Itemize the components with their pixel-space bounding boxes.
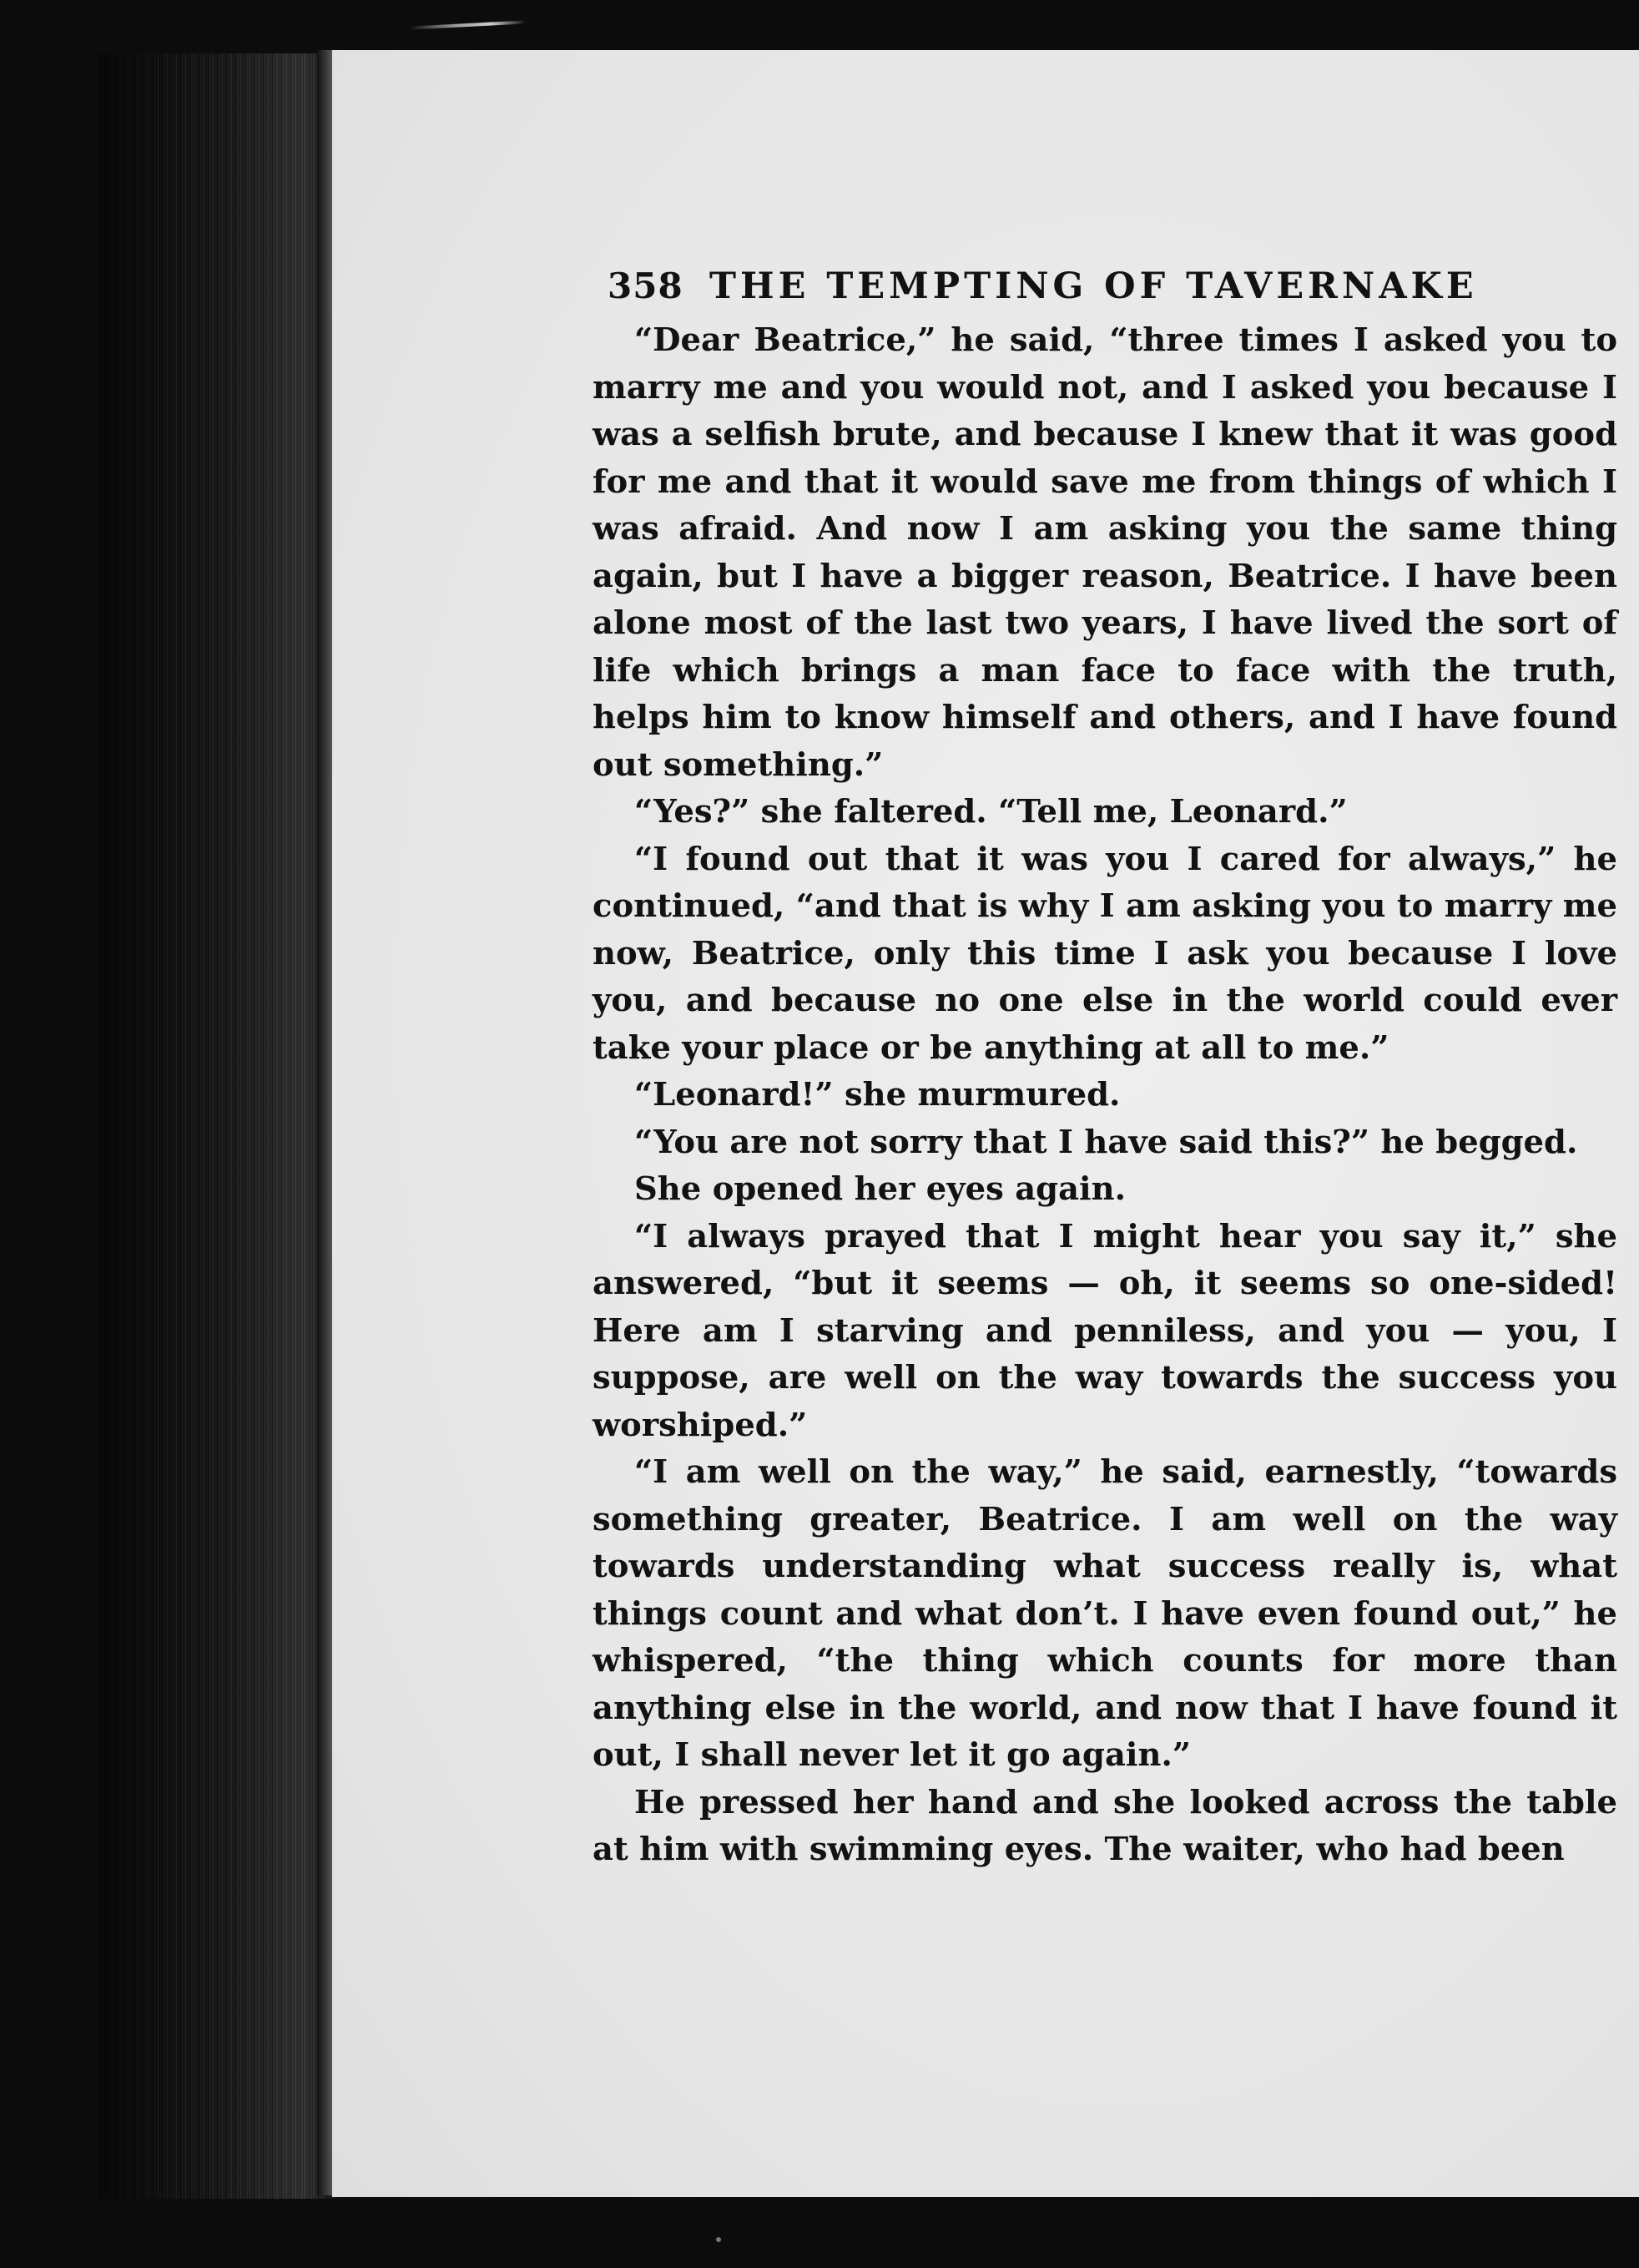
body-text (593, 317, 1617, 1874)
paragraph: “Leonard!” she murmured. (634, 1076, 1121, 1114)
paragraph: “I always prayed that I might hear you say it,” she answered, “but it seems — oh, it seems so one-sided! Here am I starving and penniless, and you — you, I suppose, are well on the way towards the success you worshiped.” (593, 1217, 1617, 1444)
page-paper (332, 50, 1639, 2197)
paragraph: “I found out that it was you I cared for always,” he continued, “and that is why I am asking you to marry me now, Beatrice, only this time I ask you because I love you, and because no one else in the world could ever take your place or be anything at all to me.” (593, 840, 1617, 1067)
paragraph: “Yes?” she faltered. “Tell me, Leonard.” (634, 793, 1348, 831)
scan-mark (409, 20, 526, 29)
paragraph: He pressed her hand and she looked across the table at him with swimming eyes. The waiter, who had been (593, 1783, 1617, 1868)
book-title: THE TEMPTING OF TAVERNAKE (709, 265, 1478, 307)
book-edge-shadow (98, 53, 340, 2199)
paragraph: She opened her eyes again. (634, 1170, 1127, 1208)
paragraph: “Dear Beatrice,” he said, “three times I asked you to marry me and you would not, and I asked you because I was a selfish brute, and because I knew that it was good for me and that it would save me from things of which I was afraid. And now I am asking you the same thing again, but I have a bigger reason, Beatrice. I have been alone most of the last two years, I have lived the sort of life which brings a man face to face with the truth, helps him to know himself and others, and I have found out something.” (593, 321, 1617, 784)
page-content (593, 259, 1617, 1874)
page-number: 358 (608, 265, 683, 306)
paper-speck (716, 2237, 721, 2242)
running-head (608, 259, 1617, 317)
paragraph: “I am well on the way,” he said, earnestly, “towards something greater, Beatrice. I am well on the way towards understanding what success really is, what things count and what don’t. I have even found out,” he whispered, “the thing which counts for more than anything else in the world, and now that I have found it out, I shall never let it go again.” (593, 1453, 1617, 1774)
paragraph: “You are not sorry that I have said this?” he begged. (634, 1123, 1578, 1161)
